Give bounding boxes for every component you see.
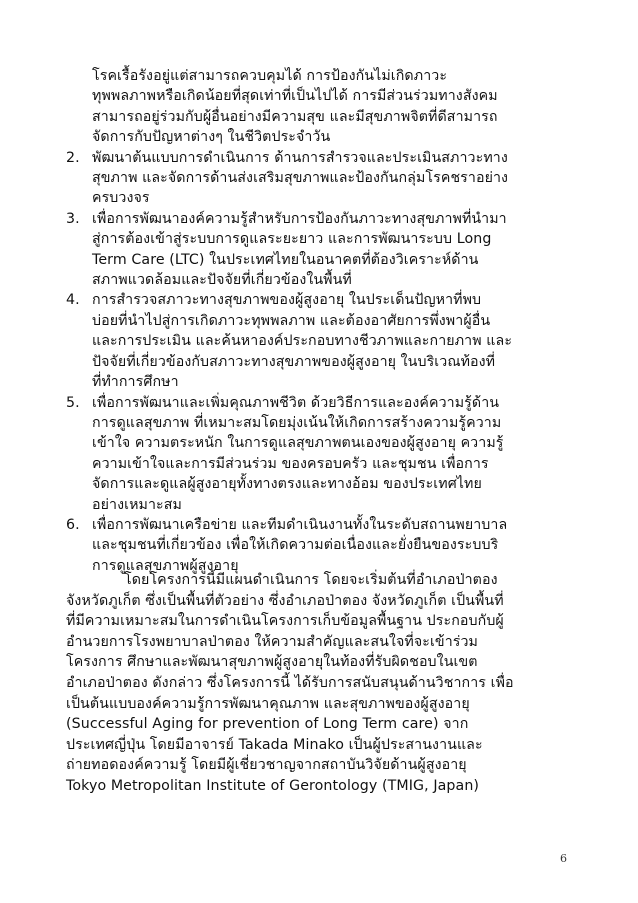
text-line: ถ่ายทอดองค์ความรู้ โดยมีผู้เชี่ยวชาญจากสถาบันวิจัยด้านผู้สูงอายุ <box>66 757 467 774</box>
list-item <box>66 148 578 209</box>
text-line: ความเข้าใจและการมีส่วนร่วม ของครอบครัว และชุมชน เพื่อการ <box>92 455 489 472</box>
list-item <box>66 66 578 148</box>
text-line: เพื่อการพัฒนาเครือข่าย และทีมดำเนินงานทั้งในระดับสถานพยาบาล <box>92 516 508 533</box>
text-line: อำนวยการโรงพยาบาลป่าตอง ให้ความสำคัญและสนใจที่จะเข้าร่วม <box>66 633 479 650</box>
text-line: จัดการกับปัญหาต่างๆ ในชีวิตประจำวัน <box>92 129 331 146</box>
text-line: เป็นต้นแบบองค์ความรู้การพัฒนาคุณภาพ และสุขภาพของผู้สูงอายุ <box>66 695 470 712</box>
text-line: ประเทศญี่ปุ่น โดยมีอาจารย์ Takada Minako เป็นผู้ประสานงานและ <box>66 736 483 753</box>
text-line: พัฒนาต้นแบบการดำเนินการ ด้านการสำรวจและประเมินสภาวะทาง <box>92 149 508 166</box>
list-item-number: 6. <box>66 516 80 533</box>
list-item <box>66 290 578 392</box>
text-line: ครบวงจร <box>92 190 150 207</box>
text-line: โครงการ ศึกษาและพัฒนาสุขภาพผู้สูงอายุในท้องที่รับผิดชอบในเขต <box>66 654 478 671</box>
page-number: 6 <box>560 852 567 865</box>
text-line: สุขภาพ และจัดการด้านส่งเสริมสุขภาพและป้องกันกลุ่มโรคชราอย่าง <box>92 170 509 187</box>
body-paragraph <box>66 570 578 797</box>
list-item <box>66 209 578 291</box>
text-line: สามารถอยู่ร่วมกับผู้อื่นอย่างมีความสุข และมีสุขภาพจิตที่ดีสามารถ <box>92 108 498 125</box>
text-line: ปัจจัยที่เกี่ยวข้องกับสภาวะทางสุขภาพของผู้สูงอายุ ในบริเวณท้องที่ <box>92 353 496 370</box>
text-line: จังหวัดภูเก็ต ซึ่งเป็นพื้นที่ตัวอย่าง ซึ่งอำเภอป่าตอง จังหวัดภูเก็ต เป็นพื้นที่ <box>66 592 504 609</box>
text-line: ที่มีความเหมาะสมในการดำเนินโครงการเก็บข้อมูลพื้นฐาน ประกอบกับผู้ <box>66 613 504 630</box>
list-item-number: 5. <box>66 394 80 411</box>
text-line: เข้าใจ ความตระหนัก ในการดูแลสุขภาพตนเองของผู้สูงอายุ ความรู้ <box>92 435 504 452</box>
text-line: Tokyo Metropolitan Institute of Gerontology (TMIG, Japan) <box>66 777 480 794</box>
text-line: อย่างเหมาะสม <box>92 496 182 513</box>
text-line: บ่อยที่นำไปสู่การเกิดภาวะทุพพลภาพ และต้องอาศัยการพึ่งพาผู้อื่น <box>92 312 491 329</box>
list-item <box>66 393 578 515</box>
text-line: การดูแลสุขภาพ ที่เหมาะสมโดยมุ่งเน้นให้เกิดการสร้างความรู้ความ <box>92 414 502 431</box>
list-item-number: 3. <box>66 210 80 227</box>
objectives-list <box>66 66 578 576</box>
text-line: Term Care (LTC) ในประเทศไทยในอนาคตที่ต้องวิเคราะห์ด้าน <box>92 251 479 268</box>
text-line: โดยโครงการนี้มีแผนดำเนินการ โดยจะเริ่มต้นที่อำเภอป่าตอง <box>124 572 498 588</box>
list-item-number: 4. <box>66 292 80 309</box>
text-line: สภาพแวดล้อมและปัจจัยที่เกี่ยวข้องในพื้นที่ <box>92 272 352 289</box>
text-line: และชุมชนที่เกี่ยวข้อง เพื่อให้เกิดความต่อเนื่องและยั่งยืนของระบบริ <box>92 537 499 554</box>
text-line: และการประเมิน และค้นหาองค์ประกอบทางชีวภาพและกายภาพ และ <box>92 333 513 350</box>
list-item-number: 2. <box>66 149 80 166</box>
text-line: ทุพพลภาพหรือเกิดน้อยที่สุดเท่าที่เป็นไปได้ การมีส่วนร่วมทางสังคม <box>92 88 498 105</box>
text-line: สู่การต้องเข้าสู่ระบบการดูแลระยะยาว และการพัฒนาระบบ Long <box>92 231 492 248</box>
text-line: อำเภอป่าตอง ดังกล่าว ซึ่งโครงการนี้ ได้รับการสนับสนุนด้านวิชาการ เพื่อ <box>66 674 514 691</box>
text-line: ที่ทำการศึกษา <box>92 374 179 391</box>
text-line: โรคเรื้อรังอยู่แต่สามารถควบคุมได้ การป้องกันไม่เกิดภาวะ <box>92 68 448 84</box>
text-line: การดูแลสุขภาพผู้สูงอายุ <box>92 557 239 574</box>
text-line: เพื่อการพัฒนาและเพิ่มคุณภาพชีวิต ด้วยวิธีการและองค์ความรู้ด้าน <box>92 394 500 411</box>
list-item <box>66 515 578 576</box>
text-line: (Successful Aging for prevention of Long Term care) จาก <box>66 716 469 733</box>
text-line: จัดการและดูแลผู้สูงอายุทั้งทางตรงและทางอ้อม ของประเทศไทย <box>92 476 482 493</box>
text-line: การสำรวจสภาวะทางสุขภาพของผู้สูงอายุ ในประเด็นปัญหาที่พบ <box>92 292 482 309</box>
text-line: เพื่อการพัฒนาองค์ความรู้สำหรับการป้องกันภาวะทางสุขภาพที่นำมา <box>92 210 507 227</box>
